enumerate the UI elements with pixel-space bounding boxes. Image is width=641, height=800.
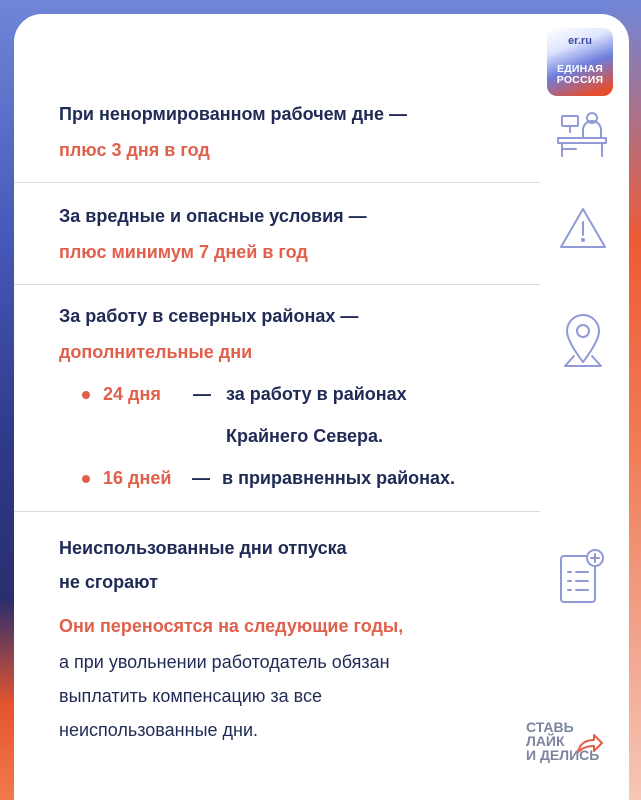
warning-icon [558, 206, 608, 250]
logo-site: er.ru [568, 35, 592, 47]
bullet-1-text: за работу в районах [226, 384, 407, 404]
bullet-1-text-cont: Крайнего Севера. [226, 426, 384, 446]
section-2-title: За вредные и опасные условия — [59, 206, 367, 226]
divider [14, 511, 540, 512]
section-1-highlight: плюс 3 дня в год [59, 140, 210, 160]
location-pin-icon [562, 312, 604, 368]
body-line: неиспользованные дни. [59, 720, 259, 740]
section-3-title: За работу в северных районах — [59, 306, 359, 326]
section-4-highlight: Они переносятся на следующие годы, [59, 616, 404, 636]
bullet-1-dash: — [193, 384, 211, 404]
bullet-2-dash: — [192, 468, 210, 488]
brand-logo [547, 28, 613, 96]
bullet-dot [82, 391, 90, 399]
section-2-highlight: плюс минимум 7 дней в год [59, 242, 308, 262]
body-line: а при увольнении работодатель обязан [59, 652, 390, 672]
section-4-title: Неиспользованные дни отпуска [59, 538, 347, 558]
share-line: И ДЕЛИСЬ [526, 747, 600, 763]
section-4-title-cont: не сгорают [59, 572, 158, 592]
checklist-add-icon [558, 548, 606, 606]
content-card [14, 14, 629, 800]
desk-worker-icon [554, 110, 610, 158]
divider [14, 284, 540, 285]
section-1-title: При ненормированном рабочем дне — [59, 104, 408, 124]
bullet-dot [82, 475, 90, 483]
section-3-highlight: дополнительные дни [59, 342, 253, 362]
divider [14, 182, 540, 183]
bullet-2-days: 16 дней [103, 468, 172, 488]
share-arrow-icon [576, 732, 604, 754]
bullet-2-text: в приравненных районах. [222, 468, 456, 488]
share-badge[interactable] [526, 720, 618, 780]
logo-name: ЕДИНАЯ РОССИЯ [556, 63, 604, 86]
bullet-1-days: 24 дня [103, 384, 161, 404]
body-line: выплатить компенсацию за все [59, 686, 322, 706]
share-line: ЛАЙК [526, 733, 565, 749]
share-line: СТАВЬ [526, 719, 574, 735]
